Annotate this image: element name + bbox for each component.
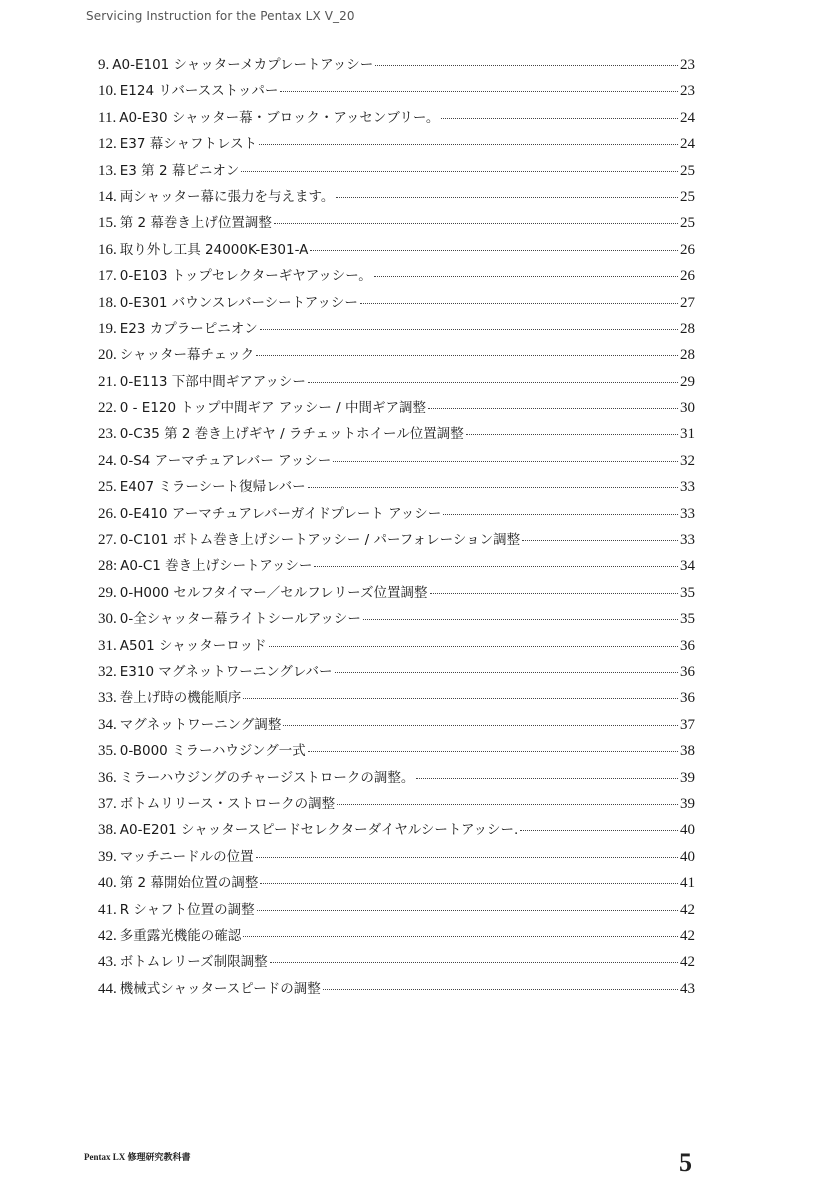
table-of-contents [98, 52, 695, 1002]
toc-entry-page: 39 [680, 769, 695, 786]
toc-dot-leader [241, 171, 678, 172]
toc-entry-page: 28 [680, 320, 695, 337]
toc-entry[interactable] [98, 237, 695, 263]
toc-entry[interactable] [98, 316, 695, 342]
toc-entry-page: 28 [680, 347, 695, 364]
toc-entry-page: 23 [680, 83, 695, 100]
toc-entry[interactable] [98, 685, 695, 711]
toc-entry-title: 巻上げ時の機能順序 [119, 690, 242, 707]
toc-entry-page: 26 [680, 268, 695, 285]
toc-entry[interactable] [98, 527, 695, 553]
toc-entry[interactable] [98, 976, 695, 1002]
toc-entry[interactable] [98, 131, 695, 157]
toc-entry-title: A501 シャッターロッド [119, 637, 267, 654]
toc-entry-number: 29. [98, 584, 117, 601]
toc-entry-page: 39 [680, 795, 695, 812]
toc-entry-title: A0-E101 シャッターメカプレートアッシー [112, 57, 374, 73]
toc-entry[interactable] [98, 421, 695, 447]
toc-entry[interactable] [98, 448, 695, 474]
toc-entry-page: 27 [680, 294, 695, 311]
toc-entry-title: 0-C35 第 2 巻き上げギヤ / ラチェットホイール位置調整 [119, 426, 464, 443]
toc-entry-page: 35 [680, 611, 695, 628]
toc-entry-title: 0-E103 トップセレクターギヤアッシー。 [119, 268, 372, 285]
toc-entry-title: E3 第 2 幕ピニオン [119, 162, 240, 179]
toc-entry[interactable] [98, 369, 695, 395]
toc-entry-number: 13. [98, 162, 117, 179]
toc-dot-leader [243, 698, 678, 699]
toc-dot-leader [375, 65, 678, 66]
toc-entry-page: 25 [680, 188, 695, 205]
toc-entry[interactable] [98, 553, 695, 579]
toc-entry-title: 0-全シャッター幕ライトシールアッシー [119, 611, 361, 628]
toc-entry[interactable] [98, 765, 695, 791]
toc-entry-title: A0-E201 シャッタースピードセレクターダイヤルシートアッシー. [119, 822, 519, 839]
toc-entry-page: 36 [680, 663, 695, 680]
toc-entry-page: 33 [680, 532, 695, 549]
toc-entry-page: 40 [680, 848, 695, 865]
toc-dot-leader [257, 910, 678, 911]
toc-entry[interactable] [98, 342, 695, 368]
toc-entry-page: 38 [680, 743, 695, 760]
toc-entry-title: マグネットワーニング調整 [119, 716, 282, 733]
toc-entry-number: 35. [98, 743, 117, 760]
toc-entry[interactable] [98, 606, 695, 632]
toc-entry-title: 多重露光機能の確認 [119, 927, 242, 944]
toc-entry-page: 42 [680, 901, 695, 918]
toc-dot-leader [428, 408, 678, 409]
toc-entry[interactable] [98, 52, 695, 78]
toc-entry-title: 0-H000 セルフタイマー／セルフレリーズ位置調整 [119, 584, 428, 601]
toc-entry-number: 22. [98, 400, 117, 417]
toc-entry[interactable] [98, 395, 695, 421]
toc-entry-title: ボトムレリーズ制限調整 [119, 954, 268, 971]
toc-entry-title: A0-E30 シャッター幕・ブロック・アッセンブリー。 [119, 109, 440, 126]
toc-entry-number: 16. [98, 241, 117, 258]
toc-entry-title: 機械式シャッタースピードの調整 [119, 980, 321, 997]
toc-dot-leader [335, 672, 679, 673]
toc-entry-page: 24 [680, 136, 695, 153]
toc-entry-title: 0-E113 下部中間ギアアッシー [119, 373, 306, 390]
toc-dot-leader [269, 646, 678, 647]
toc-entry-title: シャッター幕チェック [119, 347, 255, 364]
toc-entry-page: 33 [680, 479, 695, 496]
toc-dot-leader [360, 303, 678, 304]
toc-dot-leader [259, 144, 678, 145]
toc-entry[interactable] [98, 817, 695, 843]
toc-dot-leader [308, 382, 678, 383]
toc-entry-title: E310 マグネットワーニングレバー [119, 663, 333, 680]
toc-entry-number: 10. [98, 83, 117, 100]
toc-entry-number: 11. [98, 109, 117, 126]
toc-entry-page: 35 [680, 584, 695, 601]
toc-entry-title: A0-C1 巻き上げシートアッシー [120, 558, 313, 575]
toc-entry-number: 17. [98, 268, 117, 285]
toc-dot-leader [310, 250, 678, 251]
toc-entry-page: 33 [680, 505, 695, 522]
toc-entry-title: E37 幕シャフトレスト [119, 136, 258, 153]
toc-entry-number: 9. [98, 57, 110, 73]
toc-entry-number: 44. [98, 980, 117, 997]
toc-entry-title: ボトムリリース・ストロークの調整 [119, 795, 336, 812]
footer-title: Pentax LX 修理研究教科書 [84, 1152, 191, 1162]
toc-entry-number: 15. [98, 215, 117, 232]
toc-entry-page: 31 [680, 426, 695, 443]
toc-dot-leader [308, 751, 678, 752]
toc-entry-number: 27. [98, 532, 117, 549]
toc-dot-leader [256, 857, 678, 858]
toc-dot-leader [430, 593, 679, 594]
toc-entry[interactable] [98, 923, 695, 949]
toc-entry-number: 37. [98, 795, 117, 812]
toc-entry-title: R シャフト位置の調整 [119, 901, 255, 918]
toc-entry[interactable] [98, 870, 695, 896]
toc-dot-leader [336, 197, 678, 198]
toc-entry-number: 33. [98, 690, 117, 707]
toc-entry-number: 30. [98, 611, 117, 628]
toc-entry-title: E23 カプラーピニオン [119, 320, 258, 337]
toc-dot-leader [520, 830, 678, 831]
toc-entry[interactable] [98, 897, 695, 923]
toc-dot-leader [443, 514, 678, 515]
toc-entry-page: 32 [680, 452, 695, 469]
toc-dot-leader [270, 962, 678, 963]
toc-entry-number: 36. [98, 769, 117, 786]
toc-entry-title: 第 2 幕巻き上げ位置調整 [119, 215, 272, 232]
toc-dot-leader [260, 883, 678, 884]
toc-entry-page: 37 [680, 716, 695, 733]
toc-entry-number: 32. [98, 663, 117, 680]
toc-dot-leader [337, 804, 678, 805]
toc-entry[interactable] [98, 78, 695, 104]
toc-entry-page: 41 [680, 875, 695, 892]
toc-entry[interactable] [98, 184, 695, 210]
toc-entry[interactable] [98, 633, 695, 659]
toc-entry-title: 0-C101 ボトム巻き上げシートアッシー / パーフォレーション調整 [119, 532, 521, 549]
toc-entry[interactable] [98, 580, 695, 606]
toc-dot-leader [466, 434, 678, 435]
toc-dot-leader [308, 487, 678, 488]
toc-entry[interactable] [98, 791, 695, 817]
toc-entry-title: 取り外し工具 24000K-E301-A [119, 241, 309, 258]
toc-entry-number: 25. [98, 479, 117, 496]
toc-dot-leader [314, 566, 678, 567]
toc-dot-leader [283, 725, 678, 726]
toc-dot-leader [260, 329, 678, 330]
toc-entry-title: マッチニードルの位置 [119, 848, 254, 865]
toc-entry-number: 23. [98, 426, 117, 443]
toc-dot-leader [280, 91, 678, 92]
toc-entry-number: 18. [98, 294, 117, 311]
toc-dot-leader [363, 619, 678, 620]
toc-dot-leader [441, 118, 678, 119]
toc-entry[interactable] [98, 712, 695, 738]
toc-dot-leader [333, 461, 678, 462]
toc-entry-number: 14. [98, 188, 117, 205]
toc-entry-title: 0 - E120 トップ中間ギア アッシー / 中間ギア調整 [119, 400, 426, 417]
toc-dot-leader [243, 936, 678, 937]
toc-entry[interactable] [98, 105, 695, 131]
toc-entry-number: 31. [98, 637, 117, 654]
toc-entry-number: 20. [98, 347, 117, 364]
toc-entry[interactable] [98, 210, 695, 236]
toc-entry-number: 38. [98, 822, 117, 839]
toc-entry[interactable] [98, 158, 695, 184]
toc-entry-page: 25 [680, 162, 695, 179]
page-header-title: Servicing Instruction for the Pentax LX V_20 [86, 9, 355, 23]
toc-entry[interactable] [98, 844, 695, 870]
toc-entry-title: ミラーハウジングのチャージストロークの調整。 [119, 769, 415, 786]
toc-entry-number: 42. [98, 927, 117, 944]
toc-entry-page: 24 [680, 109, 695, 126]
toc-dot-leader [256, 355, 678, 356]
toc-entry-title: 第 2 幕開始位置の調整 [119, 875, 259, 892]
toc-entry-number: 43. [98, 954, 117, 971]
toc-entry-number: 40. [98, 875, 117, 892]
toc-entry-page: 40 [680, 822, 695, 839]
toc-dot-leader [416, 778, 678, 779]
toc-entry-title: 0-E410 アーマチュアレバーガイドプレート アッシー [119, 505, 442, 522]
toc-entry-page: 25 [680, 215, 695, 232]
toc-entry-page: 36 [680, 637, 695, 654]
toc-entry[interactable] [98, 501, 695, 527]
toc-dot-leader [274, 223, 678, 224]
toc-entry-title: 0-E301 バウンスレバーシートアッシー [119, 294, 358, 311]
toc-entry-number: 19. [98, 320, 117, 337]
toc-entry-title: E124 リバースストッパー [119, 83, 279, 100]
toc-entry-number: 41. [98, 901, 117, 918]
toc-entry-page: 30 [680, 400, 695, 417]
toc-entry-page: 23 [680, 57, 695, 73]
toc-entry-title: 0-B000 ミラーハウジング一式 [119, 743, 306, 760]
toc-entry-number: 26. [98, 505, 117, 522]
toc-entry-page: 36 [680, 690, 695, 707]
toc-entry[interactable] [98, 738, 695, 764]
toc-entry-page: 42 [680, 954, 695, 971]
toc-entry-page: 34 [680, 558, 695, 575]
toc-entry[interactable] [98, 659, 695, 685]
toc-entry-number: 28: [98, 558, 118, 575]
toc-entry-page: 29 [680, 373, 695, 390]
toc-entry-number: 12. [98, 136, 117, 153]
toc-entry-title: 0-S4 アーマチュアレバー アッシー [119, 452, 332, 469]
toc-entry-title: E407 ミラーシート復帰レバー [119, 479, 306, 496]
toc-entry-number: 24. [98, 452, 117, 469]
page-number: 5 [679, 1148, 692, 1177]
toc-entry-number: 21. [98, 373, 117, 390]
toc-entry-page: 26 [680, 241, 695, 258]
toc-dot-leader [374, 276, 678, 277]
toc-dot-leader [522, 540, 678, 541]
toc-entry-page: 42 [680, 927, 695, 944]
toc-entry-title: 両シャッター幕に張力を与えます。 [119, 188, 335, 205]
toc-entry-number: 34. [98, 716, 117, 733]
toc-entry[interactable] [98, 474, 695, 500]
toc-entry-page: 43 [680, 980, 695, 997]
toc-entry[interactable] [98, 290, 695, 316]
toc-dot-leader [323, 989, 678, 990]
toc-entry[interactable] [98, 263, 695, 289]
toc-entry[interactable] [98, 949, 695, 975]
toc-entry-number: 39. [98, 848, 117, 865]
